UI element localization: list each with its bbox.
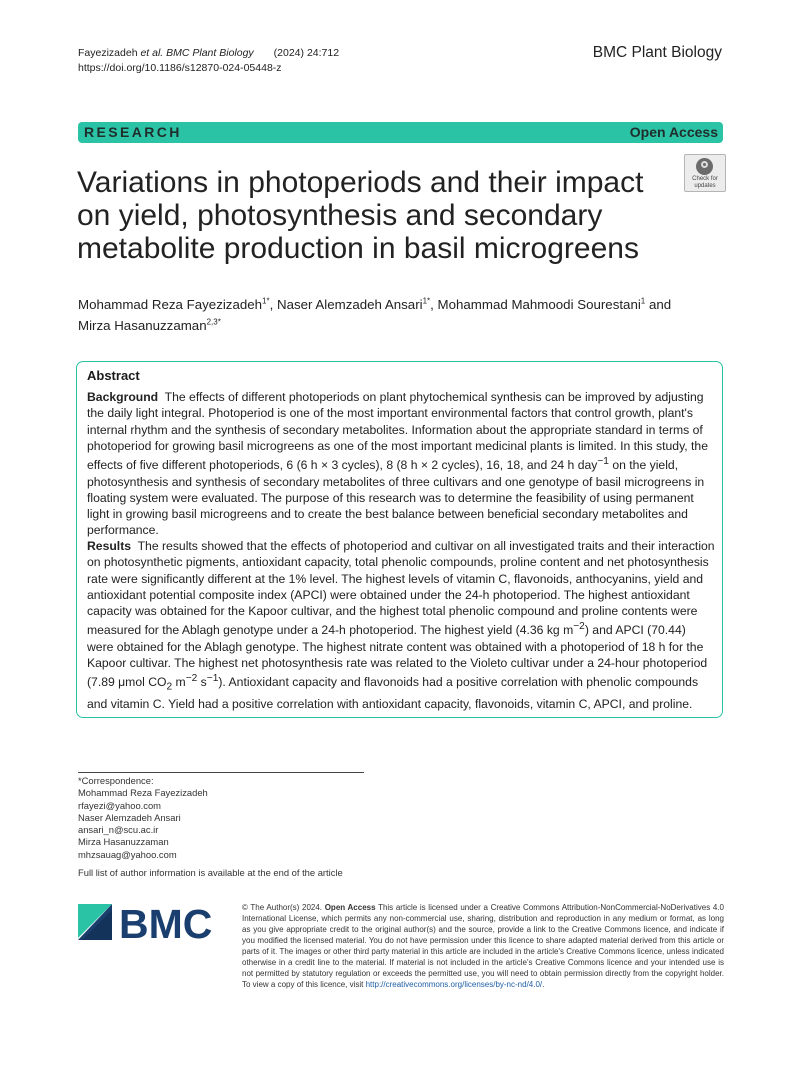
citation-line xyxy=(78,46,339,61)
author-name[interactable]: Mohammad Reza Fayezizadeh xyxy=(78,297,263,312)
author-name[interactable]: Mirza Hasanuzzaman xyxy=(78,318,207,333)
bmc-logo-mark-icon xyxy=(78,904,112,940)
bmc-logo xyxy=(78,900,224,944)
check-label-line2: updates xyxy=(694,182,716,189)
results-text-cont: s xyxy=(197,675,207,690)
abstract-box xyxy=(76,361,723,718)
correspondence-name: Mirza Hasanuzzaman xyxy=(78,836,169,848)
article-title: Variations in photoperiods and their impact on yield, photosynthesis and secondary metabolite production in basil microgreens xyxy=(77,166,644,265)
license-link[interactable]: http://creativecommons.org/licenses/by-nc-nd/4.0/ xyxy=(365,980,543,989)
author-affiliation: 1* xyxy=(422,296,431,306)
author-info-note: Full list of author information is available at the end of the article xyxy=(78,867,343,878)
background-sup: −1 xyxy=(597,456,609,468)
abstract-heading: Abstract xyxy=(87,368,140,383)
check-for-updates-button[interactable] xyxy=(684,154,726,192)
author-list xyxy=(78,294,698,336)
copyright-text: © The Author(s) 2024. xyxy=(242,903,325,912)
results-label: Results xyxy=(87,539,132,553)
bmc-logo-text: BMC xyxy=(119,901,213,944)
author-affiliation: 1 xyxy=(640,296,646,306)
open-access-label: Open Access xyxy=(629,124,718,140)
results-text-cont: ). Antioxidant capacity and flavonoids had a positive correlation with phenolic compounds and vitamin C. Yield had a positive correlation with antioxidant capacity, flavonoids, vitamin C, APCI, and proline. xyxy=(87,675,699,712)
correspondence-block xyxy=(78,775,208,861)
running-header xyxy=(78,46,339,76)
abstract-results xyxy=(87,538,715,713)
license-text xyxy=(242,902,724,990)
abstract-background xyxy=(87,389,715,539)
background-text: The effects of different photoperiods on plant phytochemical synthesis can be improved by adjusting the daily light integral. Photoperiod is one of the most important environmental factors that control growth, plant's internal rhythm and the synthesis of secondary metabolites. Information about the appropriate standard in terms of photoperiod for growing basil microgreens as one of the most important medicinal plants is limited. In this study, the effects of five different photoperiods, 6 (6 h × 3 cycles), 8 (8 h × 2 cycles), 16, 18, and 24 h day xyxy=(87,390,708,473)
author-separator: , xyxy=(430,297,438,312)
results-sub: 2 xyxy=(166,681,173,693)
correspondence-email[interactable]: rfayezi@yahoo.com xyxy=(78,799,161,811)
journal-name: BMC Plant Biology xyxy=(592,44,722,61)
author-name[interactable]: Naser Alemzadeh Ansari xyxy=(276,297,423,312)
correspondence-email[interactable]: ansari_n@scu.ac.ir xyxy=(78,824,159,836)
license-end: . xyxy=(542,980,545,989)
open-access-label: Open Access xyxy=(324,903,376,912)
results-sup: −2 xyxy=(185,673,198,685)
results-text: The results showed that the effects of photoperiod and cultivar on all investigated traits and their interaction on photosynthetic pigments, antioxidant capacity, total phenolic compounds, proline content and net photosynthesis rate were significantly different at the 1% level. The highest levels of vitamin C, flavonoids, anthocyanins, yield and antioxidant potential composite index (APCI) were obtained under the 24-h photoperiod. The highest antioxidant capacity was obtained for the Kapoor cultivar, and the highest total phenolic compound and proline contents were measured for the Ablagh genotype under a 24-h photoperiod. The highest yield (4.36 kg m xyxy=(87,539,715,638)
research-banner xyxy=(78,122,723,143)
citation-year: (2024) 24:712 xyxy=(273,47,340,59)
author-separator: , xyxy=(269,297,277,312)
correspondence-email[interactable]: mhzsauag@yahoo.com xyxy=(78,848,177,860)
license-body: This article is licensed under a Creative Commons Attribution-NonCommercial-NoDerivatives 4.0 International License, which permits any non-commercial use, sharing, distribution and reproduction in any medium or format, as long as you give appropriate credit to the original author(s) and the source, provide a link to the Creative Commons licence, and indicate if you modified the licensed material. You do not have permission under this licence to share adapted material derived from this article or parts of it. The images or other third party material in this article are included in the article's Creative Commons licence, unless indicated otherwise in a credit line to the material. If material is not included in the article's Creative Commons licence and your intended use is not permitted by statutory regulation or exceeds the permitted use, you will need to obtain permission directly from the copyright holder. To view a copy of this licence, visit xyxy=(242,903,725,989)
check-label-line1: Check for xyxy=(692,176,718,182)
background-label: Background xyxy=(87,390,159,404)
check-for-updates-label xyxy=(685,176,725,189)
citation-journal: et al. BMC Plant Biology xyxy=(140,47,254,59)
correspondence-name: Naser Alemzadeh Ansari xyxy=(78,811,181,823)
citation-authors: Fayezizadeh xyxy=(78,47,141,59)
results-sup: −2 xyxy=(573,621,585,633)
results-text-cont: m xyxy=(172,675,186,690)
section-label: RESEARCH xyxy=(84,124,182,140)
author-separator: and xyxy=(645,297,672,312)
results-sup: −1 xyxy=(206,673,219,685)
correspondence-label: *Correspondence: xyxy=(78,775,154,786)
author-name[interactable]: Mohammad Mahmoodi Sourestani xyxy=(437,297,641,312)
author-affiliation: 1* xyxy=(262,296,270,306)
correspondence-name: Mohammad Reza Fayezizadeh xyxy=(78,787,208,799)
background-text-cont: on the yield, photosynthesis and synthesis of secondary metabolites of three cultivars and one genotype of basil microgreens in floating system were evaluated. The purpose of this research was to determine the feasibility of using permanent light in growing basil microgreens and to create the best balance between beneficial secondary metabolites and performance. xyxy=(87,458,705,538)
author-affiliation: 2,3* xyxy=(206,317,221,327)
bookmark-icon xyxy=(696,158,713,175)
doi-link[interactable]: https://doi.org/10.1186/s12870-024-05448-z xyxy=(78,62,282,74)
footnote-divider xyxy=(78,772,364,773)
results-text-cont: ) and APCI (70.44) were obtained for the Ablagh genotype. The highest nitrate content was obtained with a photoperiod of 18 h for the Kapoor cultivar. The highest net photosynthesis rate was related to the Violeto cultivar under a 24-hour photoperiod (7.89 μmol CO xyxy=(87,623,708,690)
